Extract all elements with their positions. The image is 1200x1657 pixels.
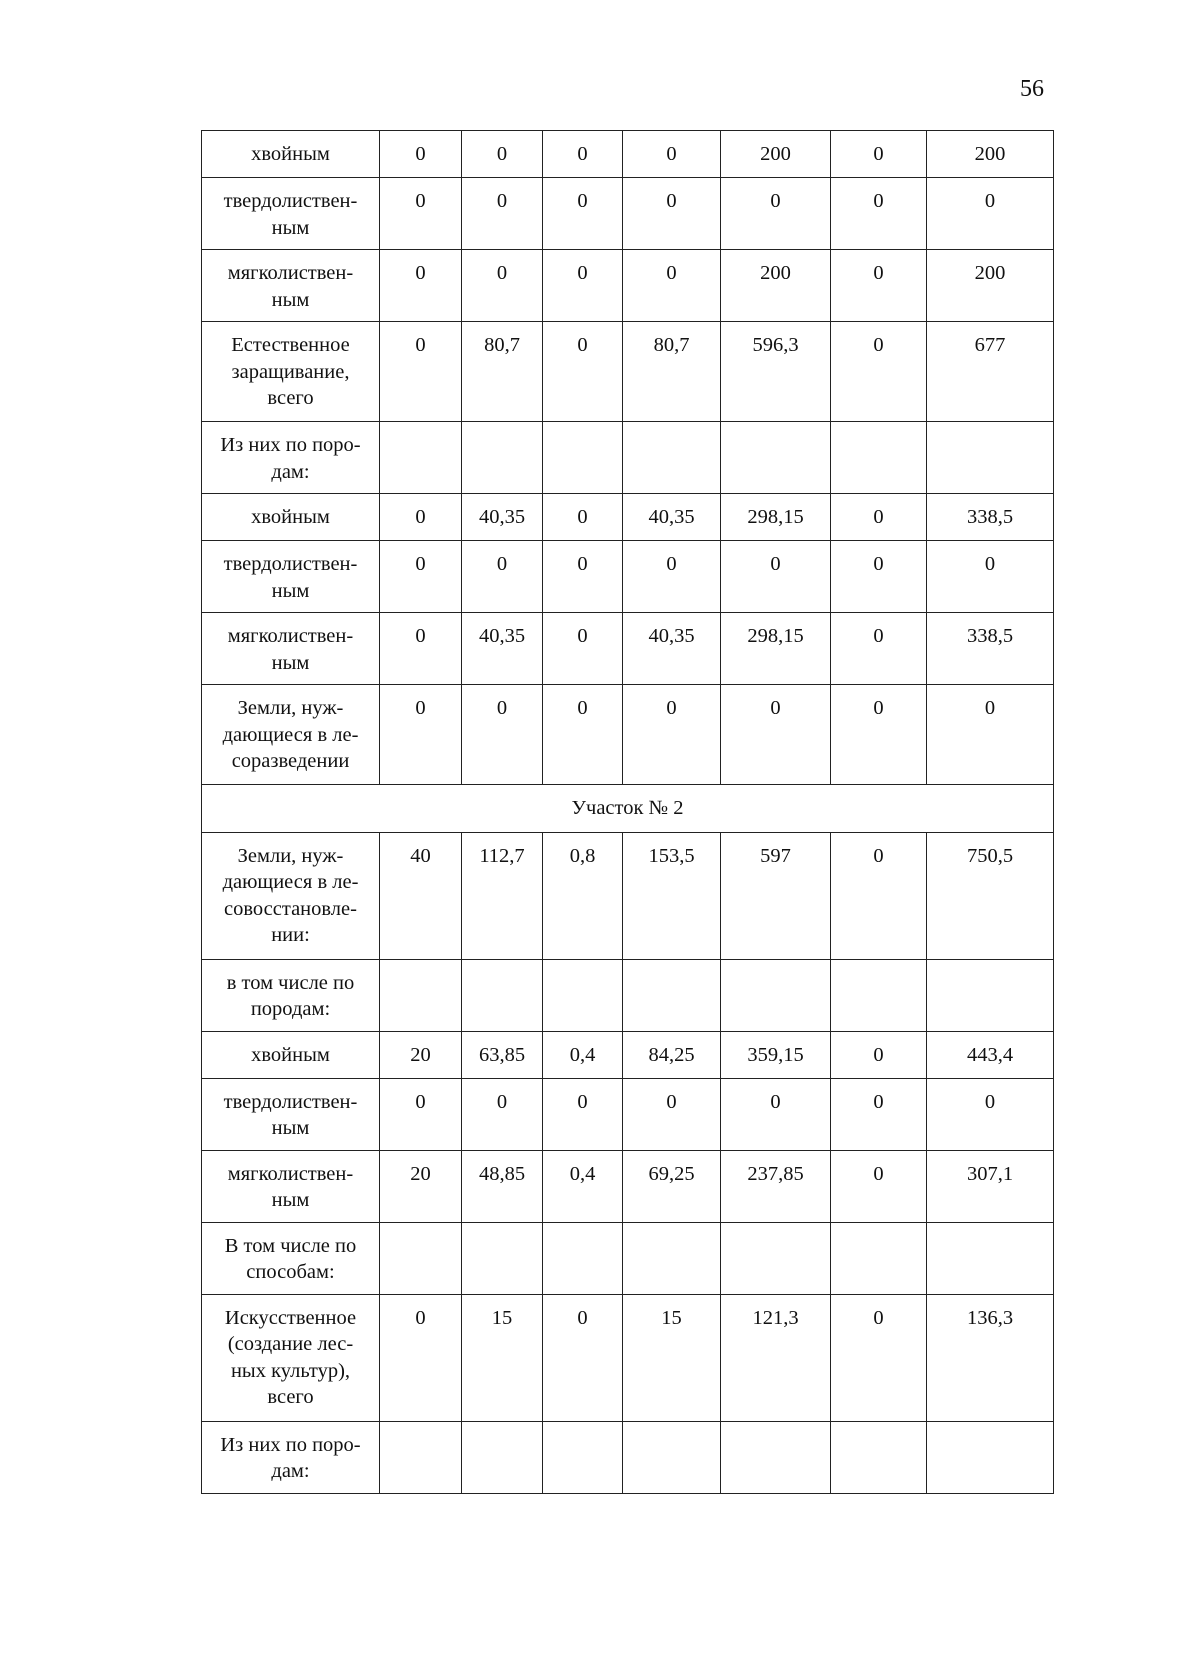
row-label <box>202 685 380 785</box>
table-cell: 0 <box>831 832 927 959</box>
table-cell: 0 <box>721 685 831 785</box>
table-cell: 200 <box>927 131 1054 178</box>
table-cell: 0 <box>543 178 623 250</box>
table-cell: 0 <box>831 1294 927 1421</box>
table-row <box>202 494 1054 541</box>
table-cell: 0 <box>543 613 623 685</box>
table-cell: 298,15 <box>721 613 831 685</box>
row-label-text: хвойным <box>251 143 330 165</box>
row-label <box>202 131 380 178</box>
table-cell: 200 <box>927 250 1054 322</box>
table-cell <box>831 1421 927 1493</box>
table-cell: 0 <box>380 322 462 422</box>
table-cell: 136,3 <box>927 1294 1054 1421</box>
table-cell: 0 <box>380 613 462 685</box>
table-cell <box>543 959 623 1031</box>
table-row <box>202 613 1054 685</box>
row-label-text: Земли, нуж- дающиеся в ле- совосстановле- нии: <box>222 844 359 946</box>
table-cell: 0,8 <box>543 832 623 959</box>
table-cell: 596,3 <box>721 322 831 422</box>
table-cell: 40,35 <box>623 613 721 685</box>
table-row <box>202 322 1054 422</box>
section-title: Участок № 2 <box>202 785 1054 833</box>
row-label <box>202 613 380 685</box>
table-row <box>202 1222 1054 1294</box>
table-cell <box>831 1222 927 1294</box>
row-label <box>202 541 380 613</box>
table-cell: 677 <box>927 322 1054 422</box>
table-cell: 0 <box>721 541 831 613</box>
table-cell: 0 <box>927 685 1054 785</box>
table-cell: 121,3 <box>721 1294 831 1421</box>
row-label <box>202 322 380 422</box>
table-cell: 69,25 <box>623 1150 721 1222</box>
row-label <box>202 1421 380 1493</box>
table-cell: 298,15 <box>721 494 831 541</box>
table-cell <box>380 422 462 494</box>
row-label-text: твердолиствен- ным <box>223 190 358 239</box>
table-cell: 40 <box>380 832 462 959</box>
row-label-text: твердолиствен- ным <box>223 1090 358 1139</box>
table-cell: 0 <box>380 131 462 178</box>
table-cell <box>927 1222 1054 1294</box>
table-cell: 237,85 <box>721 1150 831 1222</box>
table-cell: 0,4 <box>543 1150 623 1222</box>
table-row <box>202 1078 1054 1150</box>
row-label-text: мягколиствен- ным <box>227 1162 354 1211</box>
table-cell: 20 <box>380 1150 462 1222</box>
row-label-text: Из них по поро- дам: <box>220 434 361 483</box>
table-cell: 0 <box>831 250 927 322</box>
table-cell <box>543 1421 623 1493</box>
row-label-text: мягколиствен- ным <box>227 625 354 674</box>
table-cell: 0 <box>543 494 623 541</box>
row-label <box>202 1031 380 1078</box>
table-cell: 0 <box>380 1078 462 1150</box>
table-cell: 40,35 <box>623 494 721 541</box>
table-cell: 84,25 <box>623 1031 721 1078</box>
table-cell: 0 <box>462 131 543 178</box>
table-cell <box>623 1421 721 1493</box>
table-cell: 443,4 <box>927 1031 1054 1078</box>
table-cell: 0 <box>831 131 927 178</box>
table-cell: 80,7 <box>462 322 543 422</box>
table-row <box>202 832 1054 959</box>
table-cell: 338,5 <box>927 494 1054 541</box>
table-cell <box>462 422 543 494</box>
table-cell: 0 <box>927 1078 1054 1150</box>
table-cell <box>831 422 927 494</box>
table-cell: 0 <box>380 1294 462 1421</box>
table-cell: 63,85 <box>462 1031 543 1078</box>
table-cell: 0 <box>623 131 721 178</box>
table-cell: 750,5 <box>927 832 1054 959</box>
table-cell: 0 <box>831 322 927 422</box>
table-cell: 0 <box>831 613 927 685</box>
table-row <box>202 1031 1054 1078</box>
table-cell: 0 <box>543 685 623 785</box>
table-row <box>202 541 1054 613</box>
table-cell: 0 <box>831 685 927 785</box>
table-row <box>202 131 1054 178</box>
table-cell: 0 <box>462 1078 543 1150</box>
table-cell <box>462 1421 543 1493</box>
row-label-text: Естественное заращивание, всего <box>231 334 350 409</box>
table-cell: 0 <box>623 685 721 785</box>
row-label-text: хвойным <box>251 506 330 528</box>
table-cell: 0 <box>543 131 623 178</box>
table-row <box>202 178 1054 250</box>
row-label-text: Искусственное (создание лес- ных культур), всего <box>224 1306 357 1408</box>
table-cell: 0 <box>380 250 462 322</box>
table-row <box>202 1150 1054 1222</box>
row-label <box>202 178 380 250</box>
table-cell <box>721 1222 831 1294</box>
table-cell: 0 <box>831 541 927 613</box>
table-cell: 80,7 <box>623 322 721 422</box>
table-cell: 0 <box>462 685 543 785</box>
table-cell: 0 <box>380 494 462 541</box>
row-label <box>202 1294 380 1421</box>
table-cell <box>721 422 831 494</box>
table-row <box>202 1421 1054 1493</box>
table-cell <box>380 959 462 1031</box>
table-cell: 0 <box>380 685 462 785</box>
table-cell <box>623 1222 721 1294</box>
table-cell: 0 <box>462 178 543 250</box>
table-row <box>202 959 1054 1031</box>
table-cell: 0 <box>543 1294 623 1421</box>
table-cell <box>543 1222 623 1294</box>
table-cell <box>623 959 721 1031</box>
row-label-text: хвойным <box>251 1043 330 1066</box>
table-cell <box>380 1421 462 1493</box>
table-cell: 0 <box>543 1078 623 1150</box>
table-cell: 0 <box>543 322 623 422</box>
table-cell: 200 <box>721 250 831 322</box>
table-cell: 0 <box>623 250 721 322</box>
table-cell: 0 <box>927 541 1054 613</box>
row-label-text: В том числе по способам: <box>224 1234 357 1283</box>
table-row <box>202 1294 1054 1421</box>
row-label <box>202 1150 380 1222</box>
table-row <box>202 250 1054 322</box>
table-cell: 597 <box>721 832 831 959</box>
table-row <box>202 422 1054 494</box>
table-cell: 15 <box>623 1294 721 1421</box>
table-cell: 359,15 <box>721 1031 831 1078</box>
table-cell: 0 <box>462 250 543 322</box>
table-cell: 0 <box>543 541 623 613</box>
table-cell: 0 <box>623 178 721 250</box>
table-cell: 48,85 <box>462 1150 543 1222</box>
table-cell <box>462 959 543 1031</box>
table-cell <box>623 422 721 494</box>
row-label-text: мягколиствен- ным <box>227 262 354 311</box>
table-cell <box>927 959 1054 1031</box>
row-label <box>202 832 380 959</box>
table-cell <box>831 959 927 1031</box>
table-cell: 0 <box>721 178 831 250</box>
table-cell: 40,35 <box>462 613 543 685</box>
row-label-text: Земли, нуж- дающиеся в ле- соразведении <box>222 697 359 772</box>
table-row <box>202 685 1054 785</box>
table-cell: 20 <box>380 1031 462 1078</box>
table-cell: 0 <box>831 1031 927 1078</box>
row-label <box>202 494 380 541</box>
table-cell: 0 <box>623 1078 721 1150</box>
table-cell: 0 <box>831 178 927 250</box>
table-cell <box>927 1421 1054 1493</box>
table-cell: 153,5 <box>623 832 721 959</box>
table-cell: 0 <box>380 541 462 613</box>
table-cell: 0 <box>831 494 927 541</box>
table-cell: 0 <box>831 1078 927 1150</box>
table-cell: 0 <box>462 541 543 613</box>
table-cell: 15 <box>462 1294 543 1421</box>
row-label-text: в том числе по породам: <box>226 971 355 1020</box>
data-table <box>201 130 1054 1494</box>
row-label <box>202 1078 380 1150</box>
row-label-text: Из них по поро- дам: <box>220 1433 361 1482</box>
table-cell: 40,35 <box>462 494 543 541</box>
table-cell: 0 <box>927 178 1054 250</box>
row-label <box>202 1222 380 1294</box>
table-cell: 0 <box>380 178 462 250</box>
table-cell: 0 <box>721 1078 831 1150</box>
table-cell: 0 <box>831 1150 927 1222</box>
table-cell: 200 <box>721 131 831 178</box>
table-cell <box>543 422 623 494</box>
table-cell <box>380 1222 462 1294</box>
table-cell <box>927 422 1054 494</box>
table-cell: 338,5 <box>927 613 1054 685</box>
row-label-text: твердолиствен- ным <box>223 553 358 602</box>
table-cell <box>462 1222 543 1294</box>
table-cell: 307,1 <box>927 1150 1054 1222</box>
page-number: 56 <box>1020 76 1044 102</box>
table-cell <box>721 1421 831 1493</box>
table-cell: 0 <box>543 250 623 322</box>
row-label <box>202 250 380 322</box>
row-label <box>202 959 380 1031</box>
table-cell: 112,7 <box>462 832 543 959</box>
table-cell: 0,4 <box>543 1031 623 1078</box>
table-cell: 0 <box>623 541 721 613</box>
section-row <box>202 785 1054 833</box>
row-label <box>202 422 380 494</box>
table-cell <box>721 959 831 1031</box>
